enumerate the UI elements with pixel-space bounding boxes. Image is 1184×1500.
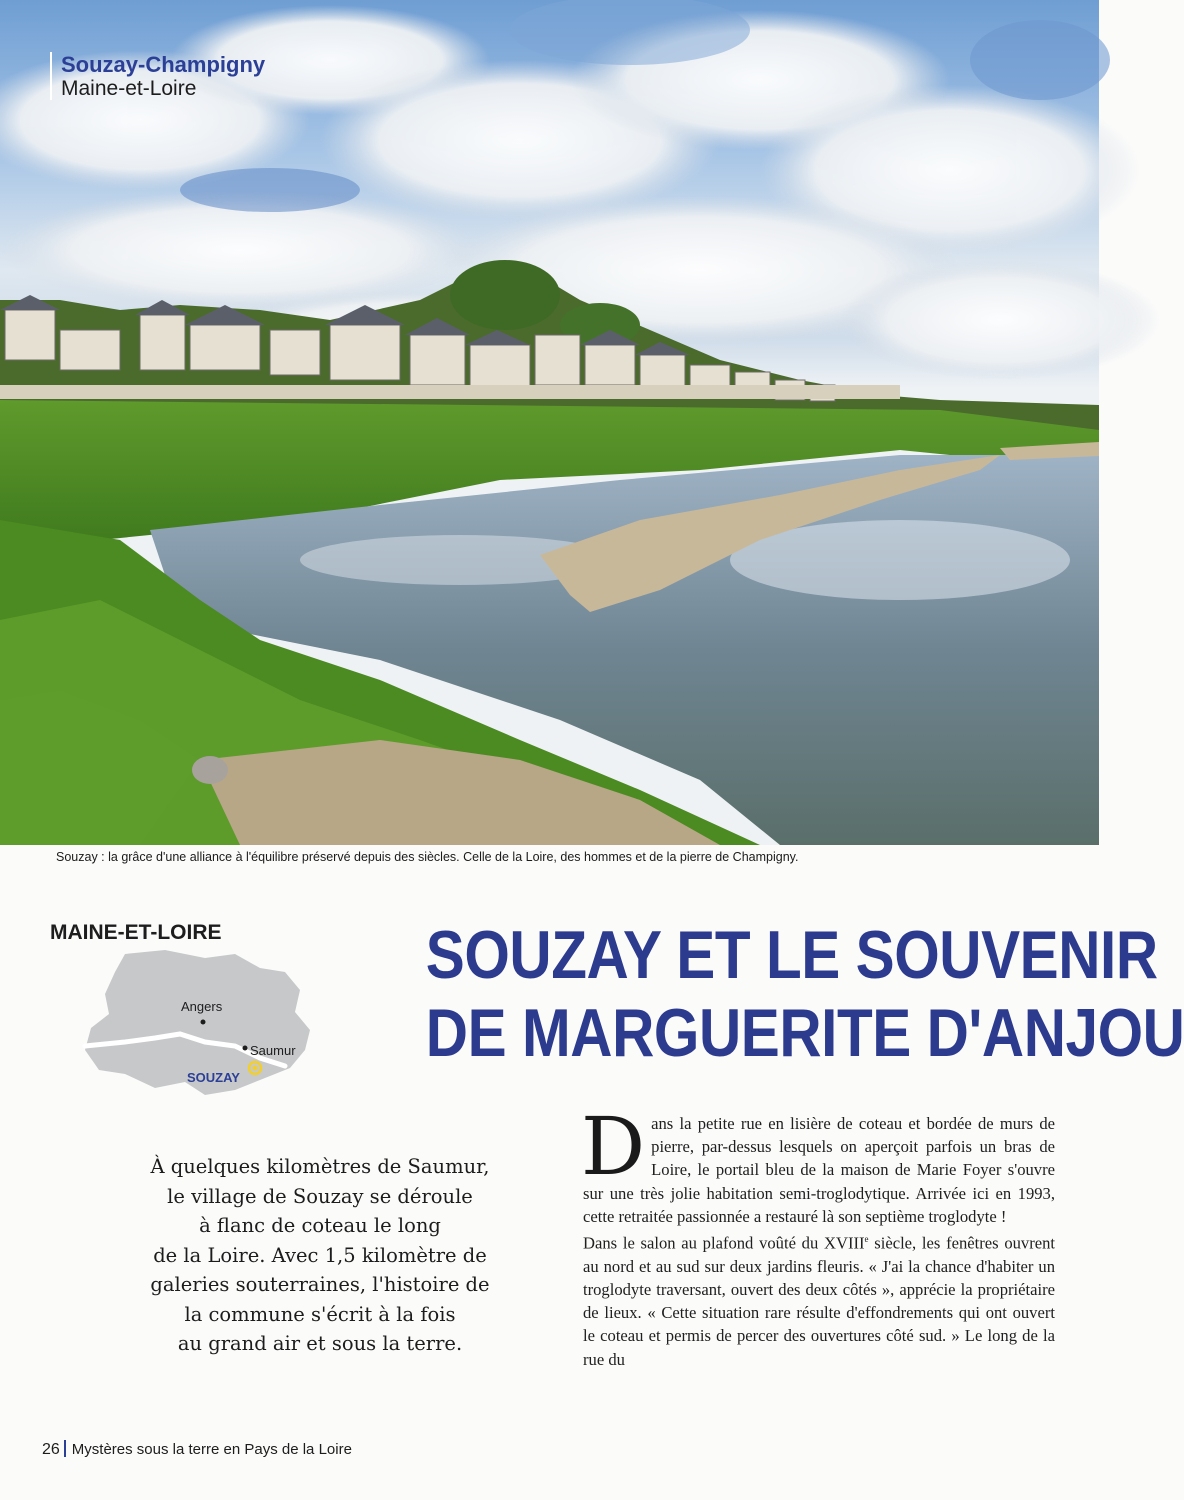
drop-cap: D (581, 1100, 646, 1193)
location-header (50, 52, 265, 100)
intro-line: À quelques kilomètres de Saumur, (150, 1155, 490, 1178)
intro-line: à flanc de coteau le long (199, 1214, 441, 1237)
footer-divider (64, 1440, 66, 1457)
department-map (85, 950, 315, 1100)
article-body (581, 1100, 1056, 1371)
intro-line: de la Loire. Avec 1,5 kilomètre de (153, 1243, 487, 1267)
page-footer (42, 1440, 352, 1459)
paragraph-2 (583, 1228, 1055, 1371)
photo-caption: Souzay : la grâce d'une alliance à l'équilibre préservé depuis des siècles. Celle de la Loire, des hommes et de la pierre de Champigny. (56, 850, 799, 864)
page-number: 26 (42, 1441, 60, 1458)
intro-line: galeries souterraines, l'histoire de (150, 1273, 490, 1296)
article-headline (425, 916, 1184, 1072)
paragraph-2-text-b: siècle, les fenêtres ouvrent au nord et au sud sur deux jardins fleuris. « J'ai la chance d'habiter un troglodyte traversant, ouvert des deux côtés », apprécie la propriétaire de lieux. « Cette situation rare résulte d'effondrements qui ont ouvert le coteau et permis de percer des ouvertures côté sud. » Le long de la rue du (583, 1233, 1056, 1369)
map-title: MAINE-ET-LOIRE (50, 921, 222, 944)
intro-line: le village de Souzay se déroule (167, 1184, 473, 1208)
century-superscript: e (864, 1234, 869, 1245)
map-label-saumur: Saumur (250, 1043, 296, 1058)
map-label-souzay: SOUZAY (187, 1070, 240, 1085)
paragraph-1 (581, 1100, 1055, 1228)
intro-line: au grand air et sous la terre. (177, 1332, 463, 1355)
headline-line-1: SOUZAY ET LE SOUVENIR (425, 917, 1158, 993)
article-intro (110, 1152, 530, 1359)
magazine-title: Mystères sous la terre en Pays de la Loire (71, 1441, 352, 1458)
location-subtitle: Maine-et-Loire (61, 77, 197, 100)
location-title: Souzay-Champigny (61, 52, 266, 77)
paragraph-1-text: ans la petite rue en lisière de coteau et bordée de murs de pierre, par-dessus lesquels on aperçoit parfois un bras de Loire, le portail bleu de la maison de Marie Foyer s'ouvre sur une très jolie habitation semi-troglodytique. Arrivée ici en 1993, cette retraitée passionnée a restauré là son septième troglodyte ! (583, 1114, 1055, 1226)
map-label-angers: Angers (181, 999, 223, 1014)
headline-line-2: DE MARGUERITE D'ANJOU (425, 995, 1184, 1071)
paragraph-2-text-a: Dans le salon au plafond voûté du XVIII (583, 1233, 865, 1253)
intro-line: la commune s'écrit à la fois (184, 1302, 456, 1326)
